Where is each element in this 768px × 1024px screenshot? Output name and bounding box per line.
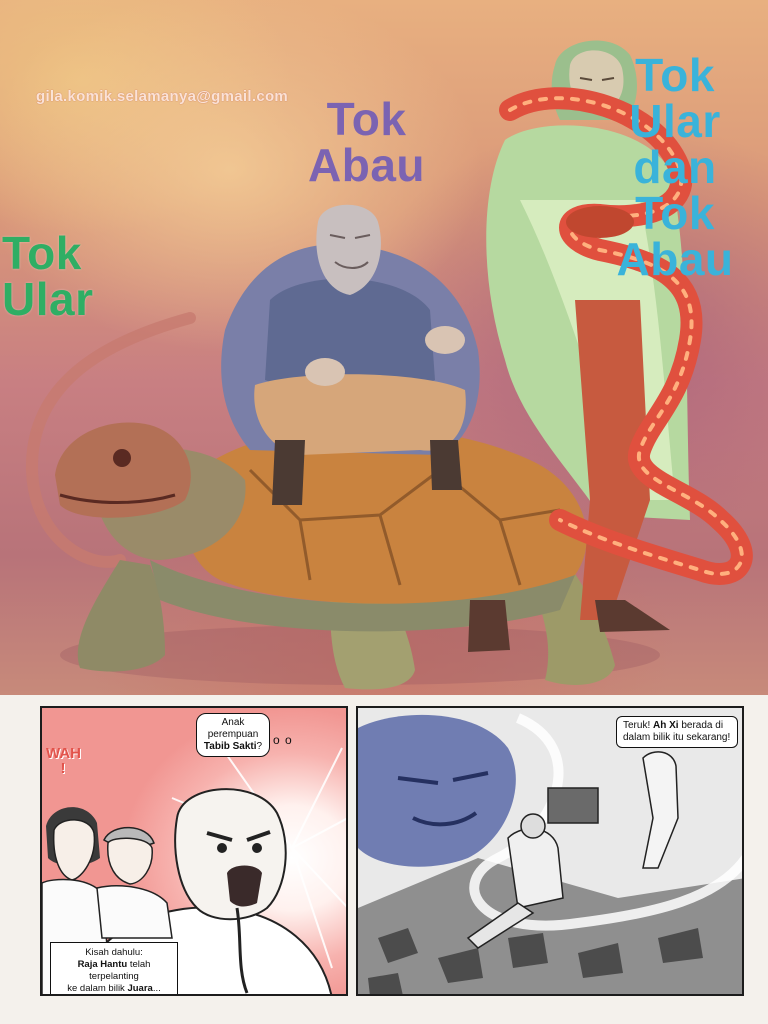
label-both-line: Tok xyxy=(635,49,715,101)
caption-text: ke dalam bilik xyxy=(67,983,128,994)
label-tok-abau-line: Tok xyxy=(326,93,407,145)
comic-panel-right xyxy=(356,706,744,996)
label-tok-abau xyxy=(308,93,425,191)
bubble-name-tabib-sakti: Tabib Sakti xyxy=(203,741,257,752)
label-tok-abau-line: Abau xyxy=(308,139,425,191)
boy-face xyxy=(108,838,152,884)
wooden-chest xyxy=(548,788,598,823)
label-both-line: Abau xyxy=(616,233,734,285)
tok-abau-hand-right xyxy=(425,326,465,354)
bald-man-eye xyxy=(217,843,227,853)
exclamation-mark: ! xyxy=(60,760,66,777)
turtle-eye xyxy=(113,449,131,467)
fighter-head xyxy=(521,814,545,838)
tok-abau-boot-right xyxy=(430,440,462,490)
label-tok-ular-dan-tok-abau xyxy=(600,49,750,285)
woman-face xyxy=(54,820,95,880)
thought-dots: o o xyxy=(273,733,293,747)
panel-right-artwork xyxy=(358,708,744,996)
caption-ellipsis: ... xyxy=(152,983,161,994)
exclamation-wah xyxy=(46,746,80,776)
bubble-question-mark: ? xyxy=(256,741,263,752)
tok-abau-hand-left xyxy=(305,358,345,386)
label-both-line: Ular xyxy=(629,95,721,147)
label-both-line: Tok xyxy=(635,187,715,239)
caption-text: telah terpelanting xyxy=(89,959,151,982)
blue-face-overlay xyxy=(358,715,516,867)
watermark-email: gila.komik.selamanya@gmail.com xyxy=(36,88,289,105)
label-both-line: dan xyxy=(633,141,717,193)
label-tok-ular-line: Tok xyxy=(2,227,82,279)
turtle-leg-front-left xyxy=(78,560,165,672)
caption-box xyxy=(50,942,178,996)
bald-man-mouth xyxy=(227,866,262,907)
comic-panel-left xyxy=(40,706,348,996)
fighter-body xyxy=(508,829,563,908)
label-tok-ular-line: Ular xyxy=(2,273,94,325)
bubble-text: berada di dalam bilik itu sekarang! xyxy=(623,720,731,743)
tok-ular-boot xyxy=(595,600,670,632)
bubble-line: perempuan xyxy=(207,729,259,740)
bubble-line: Anak xyxy=(221,717,245,728)
caption-name-raja-hantu: Raja Hantu xyxy=(77,959,128,970)
speech-bubble-anak xyxy=(196,713,270,757)
speech-bubble-teruk xyxy=(616,716,738,748)
label-tok-ular xyxy=(2,227,94,325)
bubble-name-ah-xi: Ah Xi xyxy=(653,720,679,731)
bald-man-eye xyxy=(252,843,262,853)
boy-body xyxy=(97,886,172,938)
bubble-text: Teruk! xyxy=(623,720,654,731)
tok-ular-boot-back xyxy=(468,600,510,652)
figure-top-right xyxy=(643,752,678,868)
exclamation-text: WAH xyxy=(46,745,81,762)
tok-abau-boot-left xyxy=(272,440,305,505)
caption-line: Kisah dahulu: xyxy=(85,947,143,958)
caption-name-juara: Juara xyxy=(127,983,153,994)
